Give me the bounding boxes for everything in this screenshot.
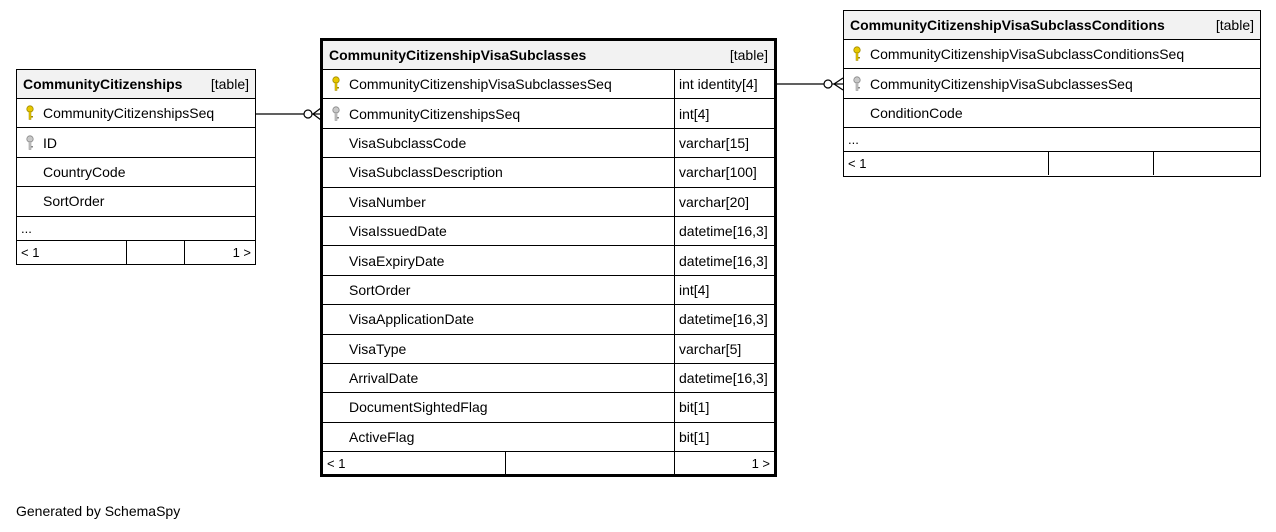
column-type: datetime[16,3]: [674, 305, 774, 333]
column-name: VisaSubclassCode: [349, 134, 467, 151]
column-name: DocumentSightedFlag: [349, 399, 488, 416]
more-columns-indicator: ...: [844, 128, 1260, 152]
column-row[interactable]: [844, 69, 1260, 98]
column-row[interactable]: [844, 99, 1260, 128]
primary-key-icon: [17, 105, 43, 121]
column-name: SortOrder: [43, 193, 105, 210]
foreign-key-icon: [17, 135, 43, 151]
column-row[interactable]: [323, 129, 774, 158]
column-name: CountryCode: [43, 163, 126, 180]
column-row[interactable]: [323, 305, 774, 334]
table-header: [844, 11, 1260, 40]
table-community-citizenship-visa-subclass-conditions[interactable]: [843, 10, 1261, 177]
column-type: datetime[16,3]: [674, 246, 774, 274]
column-row[interactable]: [17, 128, 255, 157]
column-type: varchar[20]: [674, 188, 774, 216]
column-type: datetime[16,3]: [674, 217, 774, 245]
column-name: CommunityCitizenshipsSeq: [349, 105, 521, 122]
column-type: int identity[4]: [674, 70, 774, 98]
foreign-key-icon: [323, 106, 349, 122]
column-name: ConditionCode: [870, 104, 963, 121]
column-name: VisaSubclassDescription: [349, 164, 503, 181]
column-row[interactable]: [323, 423, 774, 452]
child-count: 1 >: [751, 456, 770, 472]
column-row[interactable]: [17, 99, 255, 128]
column-row[interactable]: [17, 187, 255, 216]
table-name: CommunityCitizenshipVisaSubclasses: [329, 47, 587, 63]
column-name: ArrivalDate: [349, 370, 419, 387]
column-name: SortOrder: [349, 281, 411, 298]
table-header: [323, 41, 774, 70]
column-name: VisaApplicationDate: [349, 311, 475, 328]
column-row[interactable]: [323, 335, 774, 364]
column-name: VisaNumber: [349, 193, 426, 210]
child-count: [1154, 152, 1260, 175]
column-row[interactable]: [323, 246, 774, 275]
column-row[interactable]: [844, 40, 1260, 69]
table-footer: [17, 241, 255, 264]
relationship-visa-subclasses-to-conditions: [776, 78, 843, 90]
column-row[interactable]: [323, 188, 774, 217]
foreign-key-icon: [844, 76, 870, 92]
column-name: CommunityCitizenshipVisaSubclassesSeq: [870, 75, 1133, 92]
column-row[interactable]: [323, 217, 774, 246]
table-kind: [table]: [210, 76, 249, 92]
column-type: bit[1]: [674, 423, 774, 451]
column-name: CommunityCitizenshipsSeq: [43, 105, 215, 122]
column-name: ID: [43, 134, 57, 151]
generated-by-label: Generated by SchemaSpy: [16, 503, 181, 519]
primary-key-icon: [323, 76, 349, 92]
column-name: CommunityCitizenshipVisaSubclassConditionsSeq: [870, 46, 1185, 63]
row-count: [127, 241, 185, 264]
table-community-citizenship-visa-subclasses[interactable]: [320, 38, 777, 477]
column-name: ActiveFlag: [349, 428, 415, 445]
column-row[interactable]: [17, 158, 255, 187]
column-row[interactable]: [323, 393, 774, 422]
table-header: [17, 70, 255, 99]
more-columns-indicator: ...: [17, 217, 255, 241]
table-name: CommunityCitizenships: [23, 76, 183, 92]
column-type: int[4]: [674, 99, 774, 127]
column-row[interactable]: [323, 158, 774, 187]
table-kind: [table]: [729, 47, 768, 63]
column-row[interactable]: [323, 70, 774, 99]
parent-count: < 1: [17, 241, 127, 264]
column-type: datetime[16,3]: [674, 364, 774, 392]
column-name: VisaExpiryDate: [349, 252, 445, 269]
column-name: VisaType: [349, 340, 407, 357]
child-count: 1 >: [232, 244, 251, 260]
column-type: bit[1]: [674, 393, 774, 421]
relationship-citizenships-to-visa-subclasses: [256, 108, 321, 120]
column-row[interactable]: [323, 99, 774, 128]
table-footer: [323, 452, 774, 475]
row-count: [506, 452, 675, 475]
column-row[interactable]: [323, 276, 774, 305]
column-type: int[4]: [674, 276, 774, 304]
table-name: CommunityCitizenshipVisaSubclassConditions: [850, 17, 1165, 33]
table-footer: [844, 152, 1260, 175]
column-type: varchar[15]: [674, 129, 774, 157]
row-count: [1049, 152, 1154, 175]
table-kind: [table]: [1215, 17, 1254, 33]
column-row[interactable]: [323, 364, 774, 393]
parent-count: < 1: [323, 452, 506, 475]
table-community-citizenships[interactable]: [16, 69, 256, 265]
column-name: VisaIssuedDate: [349, 223, 447, 240]
column-type: varchar[5]: [674, 335, 774, 363]
column-type: varchar[100]: [674, 158, 774, 186]
column-name: CommunityCitizenshipVisaSubclassesSeq: [349, 76, 612, 93]
parent-count: < 1: [844, 152, 1049, 175]
primary-key-icon: [844, 46, 870, 62]
